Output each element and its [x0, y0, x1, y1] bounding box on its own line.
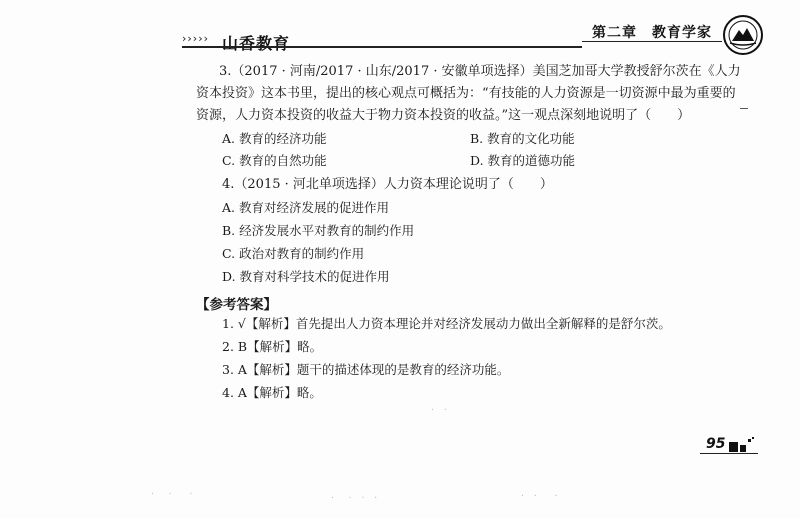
question-3-option-c: C. 教育的自然功能 — [222, 153, 327, 168]
page-number: 95 — [706, 436, 726, 452]
margin-dash — [740, 108, 748, 109]
question-3-stem-line-3: 资源，人力资本投资的收益大于物力资本投资的收益。”这一观点深刻地说明了（ ） — [196, 108, 691, 123]
question-4-option-b: B. 经济发展水平对教育的制约作用 — [222, 223, 415, 238]
header-rule-left — [182, 46, 582, 48]
question-4-option-a: A. 教育对经济发展的促进作用 — [222, 200, 389, 215]
scan-noise: · · · — [150, 489, 194, 498]
question-4-stem: 4.（2015 · 河北单项选择）人力资本理论说明了（ ） — [222, 177, 553, 192]
question-4-option-d: D. 教育对科学技术的促进作用 — [222, 269, 390, 284]
question-3-stem-line-1: 3.（2017 · 河南/2017 · 山东/2017 · 安徽单项选择）美国芝加哥大学教授舒尔茨在《人力 — [219, 64, 741, 79]
page-marker-icon — [729, 437, 755, 453]
chapter-title: 第二章 教育学家 — [592, 25, 712, 41]
answer-item-1: 1. √【解析】首先提出人力资本理论并对经济发展动力做出全新解释的是舒尔茨。 — [222, 316, 671, 331]
answer-item-4: 4. A【解析】略。 — [222, 385, 322, 400]
page-number-rule — [700, 453, 758, 454]
question-4-option-c: C. 政治对教育的制约作用 — [222, 246, 365, 261]
question-3-option-d: D. 教育的道德功能 — [470, 153, 576, 168]
header-dots: ››››› — [182, 32, 209, 45]
scan-noise: · · · · — [330, 493, 379, 502]
scan-noise: · · · — [520, 491, 559, 500]
question-3-option-b: B. 教育的文化功能 — [470, 131, 575, 146]
scan-noise: · · — [430, 405, 448, 414]
answer-item-3: 3. A【解析】题干的描述体现的是教育的经济功能。 — [222, 362, 510, 377]
answer-item-2: 2. B【解析】略。 — [222, 339, 323, 354]
question-3-stem-line-2: 资本投资》这本书里，提出的核心观点可概括为：“有技能的人力资源是一切资源中最为重要的 — [196, 86, 736, 101]
header-brand: 山香教育 — [222, 34, 291, 53]
publisher-logo-icon — [722, 14, 764, 56]
question-3-option-a: A. 教育的经济功能 — [222, 131, 327, 146]
answers-heading: 【参考答案】 — [196, 297, 277, 313]
